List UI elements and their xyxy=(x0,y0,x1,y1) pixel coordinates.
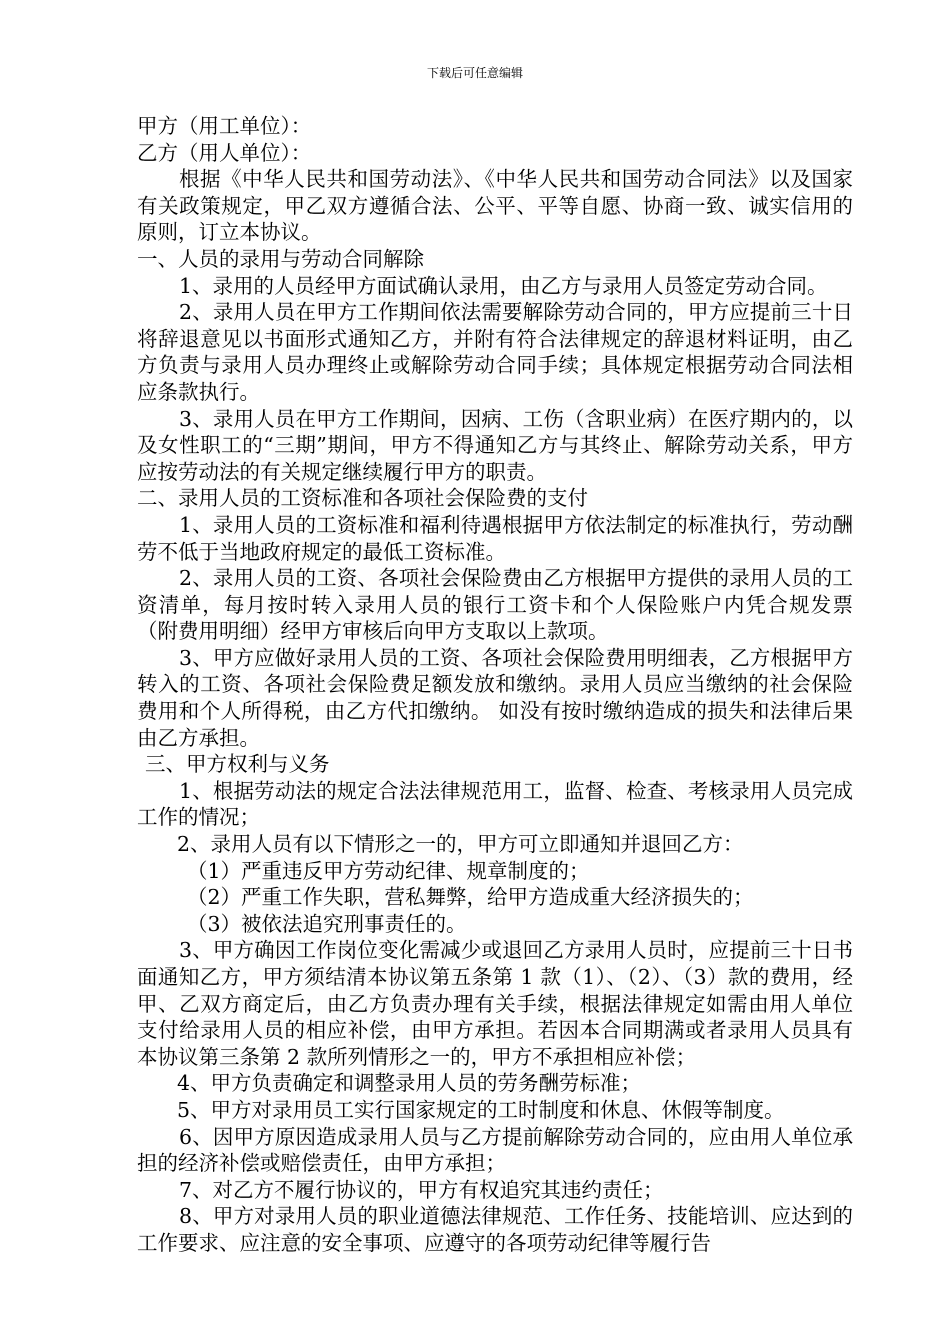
clause-2-1: 1、录用人员的工资标准和福利待遇根据甲方依法制定的标准执行，劳动酬劳不低于当地政府规定的最低工资标准。 xyxy=(137,512,853,564)
clause-3-6: 6、因甲方原因造成录用人员与乙方提前解除劳动合同的，应由用人单位承担的经济补偿或赔偿责任，由甲方承担； xyxy=(137,1124,853,1176)
clause-3-2-item-2: （2）严重工作失职，营私舞弊，给甲方造成重大经济损失的； xyxy=(187,885,754,910)
preamble-paragraph: 根据《中华人民共和国劳动法》、《中华人民共和国劳动合同法》以及国家有关政策规定，甲乙双方遵循合法、公平、平等自愿、协商一致、诚实信用的原则，订立本协议。 xyxy=(137,167,853,245)
clause-3-2: 2、录用人员有以下情形之一的，甲方可立即通知并退回乙方： xyxy=(177,832,744,857)
clause-3-2-item-3: （3）被依法追究刑事责任的。 xyxy=(187,911,467,936)
clause-3-8: 8、甲方对录用人员的职业道德法律规范、工作任务、技能培训、应达到的工作要求、应注意的安全事项、应遵守的各项劳动纪律等履行告 xyxy=(137,1204,853,1255)
section-heading-1: 一、人员的录用与劳动合同解除 xyxy=(137,246,424,271)
clause-3-5: 5、甲方对录用员工实行国家规定的工时制度和休息、休假等制度。 xyxy=(177,1097,785,1122)
document-body xyxy=(137,113,853,1257)
clause-1-1: 1、录用的人员经甲方面试确认录用，由乙方与录用人员签定劳动合同。 xyxy=(179,273,828,298)
section-heading-2: 二、录用人员的工资标准和各项社会保险费的支付 xyxy=(137,486,588,511)
party-b-line: 乙方（用人单位）： xyxy=(137,140,312,165)
clause-3-7: 7、对乙方不履行协议的，甲方有权追究其违约责任； xyxy=(179,1177,664,1202)
party-a-line: 甲方（用工单位）： xyxy=(137,114,312,138)
clause-3-1: 1、根据劳动法的规定合法法律规范用工，监督、检查、考核录用人员完成工作的情况； xyxy=(137,778,853,830)
clause-3-4: 4、甲方负责确定和调整录用人员的劳务酬劳标准； xyxy=(177,1071,642,1096)
clause-1-3: 3、录用人员在甲方工作期间，因病、工伤（含职业病）在医疗期内的，以及女性职工的“三期”期间，甲方不得通知乙方与其终止、解除劳动关系，甲方应按劳动法的有关规定继续履行甲方的职责。 xyxy=(137,406,853,484)
clause-3-2-item-1: （1）严重违反甲方劳动纪律、规章制度的； xyxy=(187,858,590,883)
section-heading-3: 三、甲方权利与义务 xyxy=(145,752,330,777)
clause-1-2: 2、录用人员在甲方工作期间依法需要解除劳动合同的，甲方应提前三十日将辞退意见以书面形式通知乙方，并附有符合法律规定的辞退材料证明，由乙方负责与录用人员办理终止或解除劳动合同手续；具体规定根据劳动合同法相应条款执行。 xyxy=(137,300,853,404)
page-header: 下载后可任意编辑 xyxy=(426,66,523,80)
clause-2-3: 3、甲方应做好录用人员的工资、各项社会保险费用明细表，乙方根据甲方转入的工资、各项社会保险费足额发放和缴纳。录用人员应当缴纳的社会保险费用和个人所得税，由乙方代扣缴纳。 如没有按时缴纳造成的损失和法律后果由乙方承担。 xyxy=(137,645,853,750)
clause-2-2: 2、录用人员的工资、各项社会保险费由乙方根据甲方提供的录用人员的工资清单，每月按时转入录用人员的银行工资卡和个人保险账户内凭合规发票（附费用明细）经甲方审核后向甲方支取以上款项。 xyxy=(137,566,853,644)
clause-3-3: 3、甲方确因工作岗位变化需减少或退回乙方录用人员时，应提前三十日书面通知乙方，甲方须结清本协议第五条第 1 款（1）、（2）、（3）款的费用，经甲、乙双方商定后，由乙方负责办理有关手续，根据法律规定如需由用人单位支付给录用人员的相应补偿，由甲方承担。若因本合同期满或者录用人员具有本协议第三条第 2 款所列情形之一的，甲方不承担相应补偿； xyxy=(137,938,853,1069)
